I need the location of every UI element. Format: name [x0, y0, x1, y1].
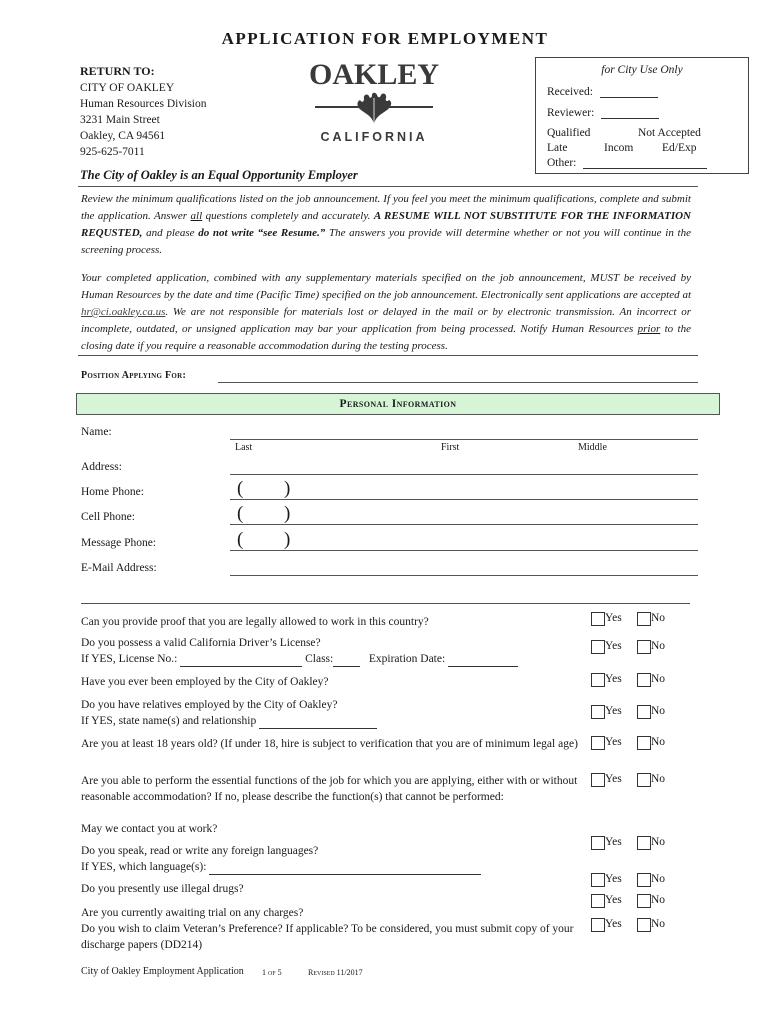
section-title: Personal Information [339, 398, 457, 410]
no-checkbox[interactable] [637, 918, 651, 932]
no-label: No [651, 873, 666, 885]
yes-label: Yes [605, 873, 622, 885]
other-field[interactable] [583, 168, 707, 169]
return-line: CITY OF OAKLEY [80, 82, 175, 94]
no-checkbox[interactable] [637, 612, 651, 626]
address-label: Address: [81, 461, 122, 473]
yes-label: Yes [605, 673, 622, 685]
yes-checkbox[interactable] [591, 836, 605, 850]
question-work-authorization: Can you provide proof that you are legally allowed to work in this country? [81, 616, 429, 628]
paren-open: ( [237, 529, 244, 550]
ed-exp-label: Ed/Exp [662, 142, 697, 154]
return-line: Human Resources Division [80, 98, 207, 110]
footer-form-name: City of Oakley Employment Application [81, 966, 244, 977]
paren-close: ) [284, 529, 291, 550]
city-use-caption: for City Use Only [601, 64, 683, 76]
no-checkbox[interactable] [637, 736, 651, 750]
footer-revised: Revised 11/2017 [308, 968, 363, 977]
divider [78, 186, 698, 187]
yes-label: Yes [605, 736, 622, 748]
yes-label: Yes [605, 705, 622, 717]
section-personal-information [76, 393, 720, 415]
oak-leaf-icon [352, 90, 396, 126]
yes-checkbox[interactable] [591, 612, 605, 626]
question-relatives: Do you have relatives employed by the City of Oakley? If YES, state name(s) and relationship [81, 697, 586, 729]
no-checkbox[interactable] [637, 673, 651, 687]
relatives-field[interactable] [259, 728, 377, 729]
paren-open: ( [237, 503, 244, 524]
question-drivers-license: Do you possess a valid California Driver’s License? If YES, License No.: Class: Expiration Date: [81, 635, 586, 667]
received-field[interactable] [600, 97, 658, 98]
name-field[interactable] [230, 439, 698, 440]
return-heading: RETURN TO: [80, 64, 155, 78]
yes-label: Yes [605, 612, 622, 624]
cell-phone-label: Cell Phone: [81, 511, 135, 523]
middle-label: Middle [578, 442, 607, 453]
cell-phone-field[interactable] [230, 524, 698, 525]
license-number-field[interactable] [180, 666, 302, 667]
question-foreign-languages: Do you speak, read or write any foreign languages? If YES, which language(s): [81, 843, 586, 875]
no-label: No [651, 918, 666, 930]
yes-checkbox[interactable] [591, 873, 605, 887]
return-line: 3231 Main Street [80, 114, 160, 126]
city-use-box [535, 57, 749, 174]
intro-paragraph-2: Your completed application, combined with any supplementary materials specified on the job announcement, MUST be received by Human Resources by the date and time (Pacific Time) specified on the job announcement. Electronically sent applications are accepted at hr@ci.oakley.ca.us. We are not responsible for materials lost or delayed in the mail or by electronic transmission. An incorrect or incomplete, outdated, or unsigned application may bar your application from being processed. Notify Human Resources prior to the closing date if you require a reasonable accommodation during the testing process. [81, 272, 691, 352]
question-essential-functions: Are you able to perform the essential functions of the job for which you are applying, either with or without reasonable accommodation? If no, please describe the function(s) that cannot be performed: [81, 775, 578, 803]
no-label: No [651, 673, 666, 685]
received-label: Received: [547, 86, 593, 98]
question-illegal-drugs: Do you presently use illegal drugs? [81, 883, 244, 895]
hr-email-link[interactable]: hr@ci.oakley.ca.us [81, 306, 166, 318]
yes-label: Yes [605, 773, 622, 785]
late-label: Late [547, 142, 568, 154]
yes-label: Yes [605, 640, 622, 652]
home-phone-field[interactable] [230, 499, 698, 500]
no-checkbox[interactable] [637, 894, 651, 908]
message-phone-label: Message Phone: [81, 537, 157, 549]
no-label: No [651, 836, 666, 848]
no-label: No [651, 612, 666, 624]
reviewer-field[interactable] [601, 118, 659, 119]
no-checkbox[interactable] [637, 836, 651, 850]
incom-label: Incom [604, 142, 634, 154]
license-class-field[interactable] [333, 666, 360, 667]
paren-open: ( [237, 478, 244, 499]
yes-checkbox[interactable] [591, 773, 605, 787]
divider [81, 603, 690, 604]
return-line: 925-625-7011 [80, 146, 145, 158]
yes-checkbox[interactable] [591, 918, 605, 932]
paren-close: ) [284, 478, 291, 499]
question-veterans-preference: Do you wish to claim Veteran’s Preference? If applicable? To be considered, you must submit copy of your discharge papers (DD214) [81, 923, 574, 951]
yes-checkbox[interactable] [591, 640, 605, 654]
eoe-statement: The City of Oakley is an Equal Opportunity Employer [80, 168, 358, 182]
no-label: No [651, 640, 666, 652]
paren-close: ) [284, 503, 291, 524]
page-title: APPLICATION FOR EMPLOYMENT [221, 29, 549, 48]
yes-checkbox[interactable] [591, 894, 605, 908]
logo-state: CALIFORNIA [320, 130, 428, 144]
return-address [80, 63, 206, 160]
no-label: No [651, 705, 666, 717]
yes-label: Yes [605, 894, 622, 906]
position-field[interactable] [218, 382, 698, 383]
logo-word: OAKLEY [308, 58, 440, 91]
yes-checkbox[interactable] [591, 673, 605, 687]
license-expiration-field[interactable] [448, 666, 518, 667]
last-label: Last [235, 442, 253, 453]
yes-label: Yes [605, 918, 622, 930]
message-phone-field[interactable] [230, 550, 698, 551]
divider [78, 355, 698, 356]
no-label: No [651, 773, 666, 785]
not-accepted-label: Not Accepted [638, 127, 701, 139]
address-field[interactable] [230, 474, 698, 475]
return-line: Oakley, CA 94561 [80, 130, 166, 142]
no-label: No [651, 736, 666, 748]
position-label: Position Applying For: [81, 370, 187, 381]
question-prior-employment: Have you ever been employed by the City of Oakley? [81, 676, 329, 688]
email-field[interactable] [230, 575, 698, 576]
no-label: No [651, 894, 666, 906]
question-contact-at-work: May we contact you at work? [81, 823, 218, 835]
no-checkbox[interactable] [637, 873, 651, 887]
email-label: E-Mail Address: [81, 562, 157, 574]
languages-field[interactable] [209, 874, 481, 875]
home-phone-label: Home Phone: [81, 486, 144, 498]
qualified-label: Qualified [547, 127, 591, 139]
yes-label: Yes [605, 836, 622, 848]
oakley-logo [296, 58, 452, 153]
question-minimum-age: Are you at least 18 years old? (If under 18, hire is subject to verification that you are of minimum legal age) [81, 738, 578, 750]
other-label: Other: [547, 157, 577, 169]
question-awaiting-trial: Are you currently awaiting trial on any charges? [81, 907, 304, 919]
no-checkbox[interactable] [637, 773, 651, 787]
yes-checkbox[interactable] [591, 705, 605, 719]
yes-checkbox[interactable] [591, 736, 605, 750]
no-checkbox[interactable] [637, 640, 651, 654]
name-label: Name: [81, 426, 112, 438]
reviewer-label: Reviewer: [547, 107, 595, 119]
no-checkbox[interactable] [637, 705, 651, 719]
intro-paragraph-1: Review the minimum qualifications listed on the job announcement. If you feel you meet the minimum qualifications, complete and submit the application. Answer all questions completely and accurately. A RESUME WILL NOT SUBSTITUTE FOR THE INFORMATION REQUSTED, and please do not write “see Resume.” The answers you provide will determine whether or not you will continue in the screening process. [81, 193, 691, 256]
footer-page-number: 1 of 5 [262, 968, 282, 977]
first-label: First [441, 442, 460, 453]
